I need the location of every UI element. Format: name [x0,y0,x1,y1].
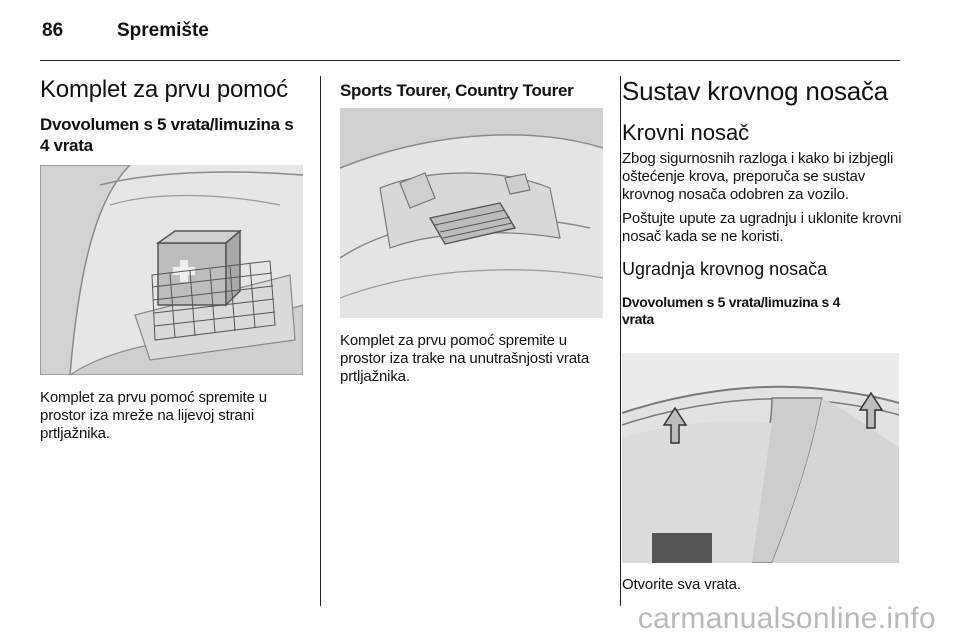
heading-hatchback-sedan: Dvovolumen s 5 vrata/limuzina s 4 vrata [622,294,841,327]
section-title-roof-rack: Sustav krovnog nosača [622,76,889,106]
watermark: carmanualsonline.info [637,602,936,635]
column-divider-2 [620,76,621,606]
paragraph-instructions: Poštujte upute za ugradnju i uklonite krovni nosač kada se ne koristi. [622,210,902,245]
subtitle-hatchback-sedan: Dvovolumen s 5 vrata/limuzina s 4 vrata [40,115,294,155]
heading-roof-rack-installation: Ugradnja krovnog nosača [622,259,828,279]
illustration-roof-rack-mounting [622,353,899,563]
caption-open-doors: Otvorite sva vrata. [622,576,741,593]
subtitle-sports-tourer: Sports Tourer, Country Tourer [340,81,574,100]
header-divider [40,60,900,61]
column-first-aid-hatchback [40,76,310,156]
caption-first-aid-hatchback: Komplet za prvu pomoć spremite u prostor iza mreže na lijevoj strani prtljažnika. [40,389,267,442]
page-number: 86 [42,20,64,41]
illustration-first-aid-tailgate [340,108,603,318]
subtitle-roof-rack: Krovni nosač [622,120,750,145]
column-divider-1 [320,76,321,606]
column-roof-rack [622,76,904,328]
caption-first-aid-tourer: Komplet za prvu pomoć spremite u prostor iza trake na unutrašnjosti vrata prtljažnika. [340,332,590,385]
illustration-first-aid-net [40,165,303,375]
section-title-first-aid: Komplet za prvu pomoć [40,76,288,103]
page-header-title: Spremište [117,20,209,41]
paragraph-safety: Zbog sigurnosnih razloga i kako bi izbjegli oštećenje krova, preporuča se sustav krovnog nosača odobren za vozilo. [622,150,894,203]
